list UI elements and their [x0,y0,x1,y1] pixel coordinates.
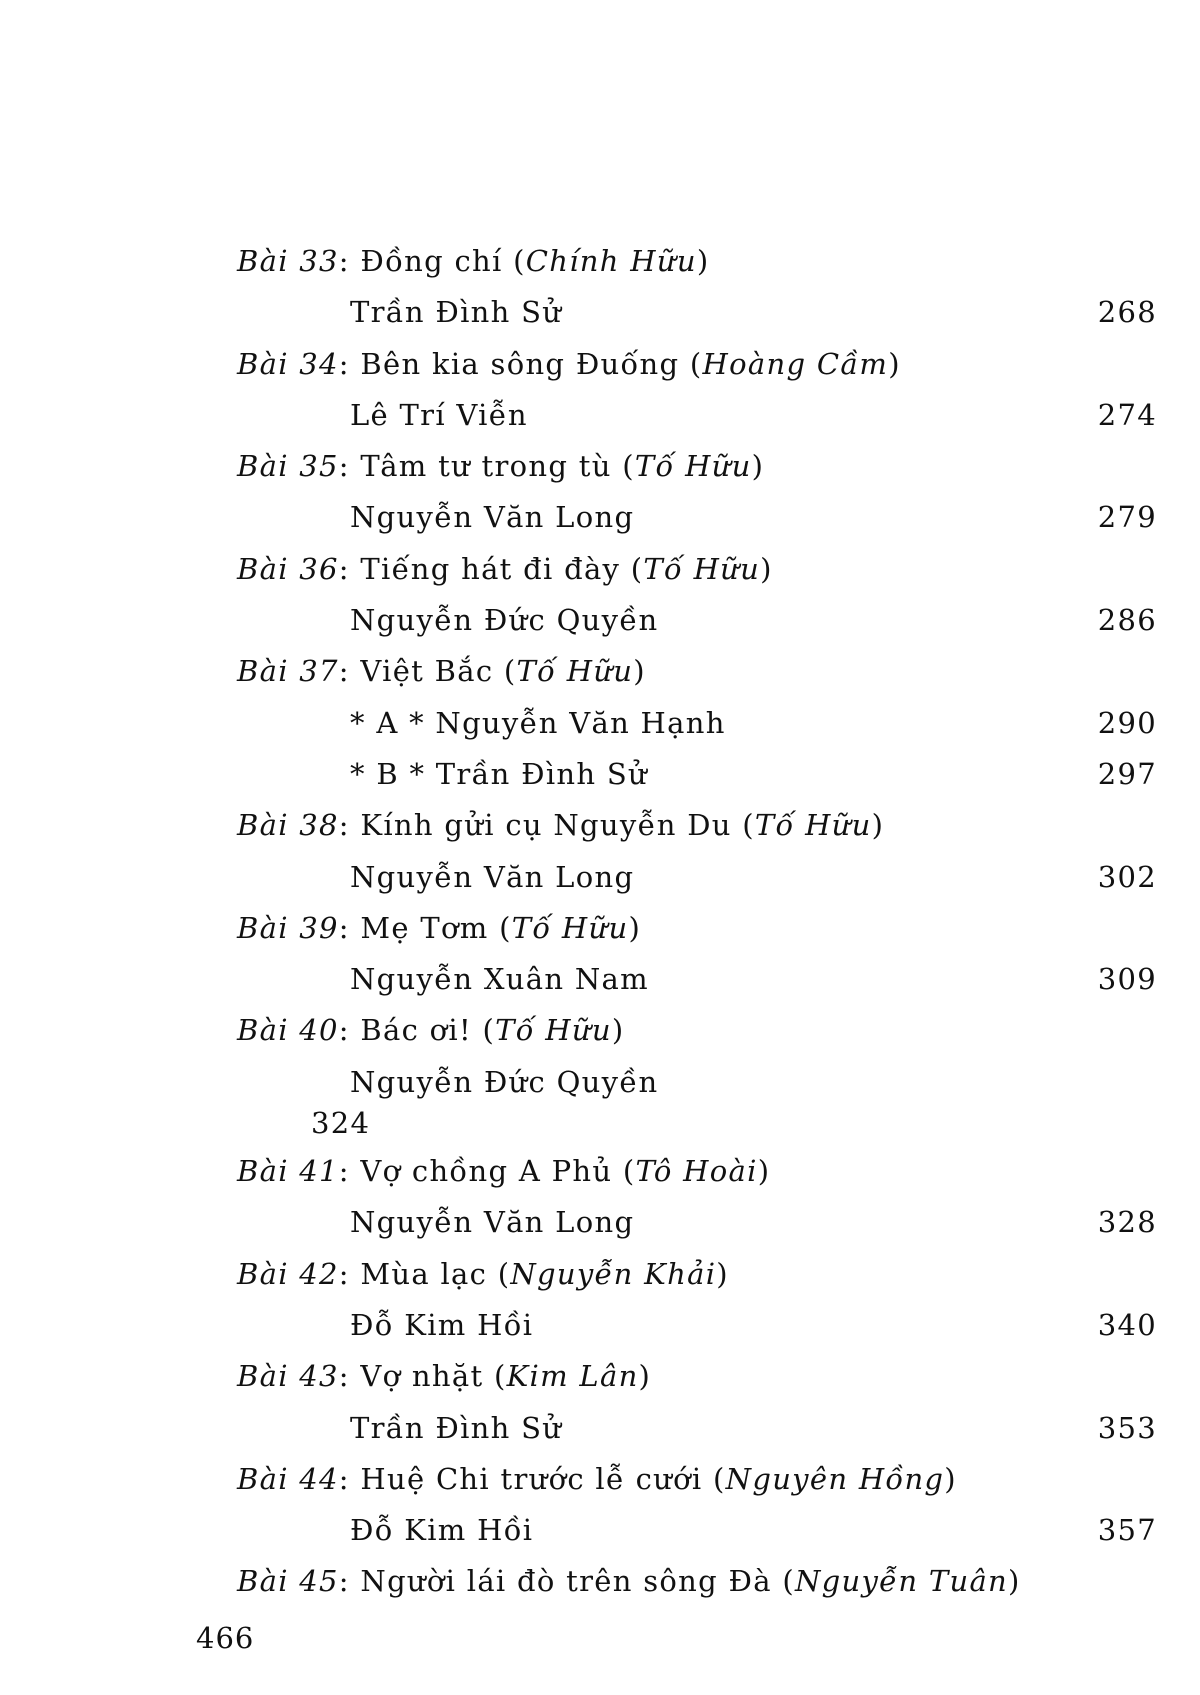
paren-open: ( [503,654,517,689]
lesson-number: Bài 38 [237,808,339,843]
lesson-poet: Kim Lân [506,1359,639,1394]
author-row [237,287,1157,338]
lesson-separator: : [338,1564,361,1599]
author-row [237,390,1157,441]
page-ref: 290 [1097,705,1157,740]
paren-open: ( [630,551,644,586]
paren-open: ( [497,1256,511,1291]
author-name: Nguyễn Xuân Nam [350,962,649,997]
lesson-separator: : [338,910,361,945]
lesson-heading [237,1146,1157,1197]
page-ref: 286 [1097,603,1157,638]
lesson-heading [237,1351,1157,1402]
lesson-title: Mẹ Tơm [360,910,500,945]
paren-close: ) [638,1359,652,1394]
paren-open: ( [499,910,512,945]
page-ref: 340 [1097,1307,1157,1342]
author-name: Trần Đình Sử [350,295,563,330]
paren-open: ( [622,449,635,484]
page-ref: 297 [1097,756,1157,791]
lesson-poet: Tố Hữu [511,910,629,945]
lesson-poet: Hoàng Cầm [702,346,889,381]
page-ref: 274 [1097,397,1157,432]
lesson-heading [237,1005,1157,1056]
lesson-title: Tiếng hát đi đày [360,551,631,586]
lesson-number: Bài 40 [237,1013,339,1048]
paren-close: ) [888,346,901,381]
author-name: * B * Trần Đình Sử [350,756,649,791]
lesson-poet: Nguyễn Tuân [794,1564,1009,1599]
paren-close: ) [696,244,710,278]
paren-close: ) [760,551,773,586]
lesson-title: Tâm tư trong tù [360,449,623,484]
lesson-heading [237,544,1157,595]
author-name: Nguyễn Đức Quyền [350,1064,659,1099]
lesson-title: Việt Bắc [360,654,504,689]
lesson-number: Bài 34 [237,346,339,381]
author-row [237,595,1157,646]
paren-open: ( [482,1013,496,1048]
lesson-title: Vợ chồng A Phủ [360,1154,623,1189]
lesson-number: Bài 41 [237,1154,339,1189]
lesson-poet: Nguyễn Khải [510,1256,717,1291]
lesson-heading [237,441,1157,492]
author-name: Nguyễn Văn Long [350,500,635,535]
table-of-contents [237,236,1157,1608]
lesson-number: Bài 43 [237,1359,339,1394]
author-name: * A * Nguyễn Văn Hạnh [350,705,726,740]
lesson-heading [237,646,1157,697]
paren-open: ( [622,1154,636,1189]
author-row [237,698,1157,749]
author-name: Nguyễn Đức Quyền [350,603,659,638]
lesson-separator: : [338,346,361,381]
page-number: 466 [196,1621,255,1655]
lesson-heading [237,1249,1157,1300]
author-row [237,852,1157,903]
lesson-title: Đồng chí [360,244,514,278]
lesson-poet: Tố Hữu [495,1013,612,1048]
page-ref: 324 [311,1106,371,1141]
lesson-separator: : [338,449,361,484]
lesson-heading [237,1556,1157,1607]
author-row [237,1505,1157,1556]
lesson-title: Vợ nhặt [360,1359,494,1394]
author-row [237,1403,1157,1454]
lesson-title: Huệ Chi trước lễ cưới [360,1461,714,1496]
paren-close: ) [751,449,765,484]
lesson-separator: : [338,1013,361,1048]
paren-close: ) [716,1256,729,1291]
author-name: Nguyễn Văn Long [350,1205,635,1240]
lesson-separator: : [338,1461,361,1496]
page-ref: 302 [1097,859,1157,894]
paren-open: ( [742,808,755,843]
lesson-separator: : [338,808,361,843]
page-ref: 309 [1097,962,1157,997]
page-ref: 328 [1097,1205,1157,1240]
paren-close: ) [871,808,885,843]
lesson-number: Bài 44 [237,1461,339,1496]
lesson-separator: : [338,1154,361,1189]
paren-close: ) [944,1461,957,1496]
page-ref-row [237,1108,1157,1146]
lesson-heading [237,1454,1157,1505]
lesson-poet: Nguyên Hồng [725,1461,945,1496]
lesson-number: Bài 42 [237,1256,339,1291]
author-name: Lê Trí Viễn [350,397,528,432]
author-row [237,492,1157,543]
author-name: Đỗ Kim Hồi [350,1307,534,1342]
author-name: Nguyễn Văn Long [350,859,635,894]
paren-open: ( [493,1359,507,1394]
lesson-separator: : [338,654,361,689]
author-name: Đỗ Kim Hồi [350,1513,534,1548]
lesson-separator: : [338,551,361,586]
author-row [237,1197,1157,1248]
lesson-number: Bài 39 [237,910,339,945]
lesson-poet: Tô Hoài [635,1154,758,1189]
paren-open: ( [689,346,703,381]
paren-open: ( [782,1564,795,1599]
page-ref: 357 [1097,1513,1157,1548]
author-row [237,1300,1157,1351]
lesson-separator: : [338,1256,361,1291]
paren-open: ( [713,1461,726,1496]
lesson-poet: Tố Hữu [634,449,752,484]
lesson-number: Bài 33 [237,244,339,278]
lesson-heading [237,800,1157,851]
author-name: Trần Đình Sử [350,1410,563,1445]
lesson-title: Mùa lạc [360,1256,498,1291]
lesson-title: Kính gửi cụ Nguyễn Du [360,808,743,843]
lesson-poet: Tố Hữu [643,551,761,586]
paren-open: ( [513,244,526,278]
lesson-title: Bác ơi! [360,1013,483,1048]
page-ref: 268 [1097,295,1157,330]
lesson-poet: Chính Hữu [525,244,697,278]
lesson-heading [237,903,1157,954]
lesson-poet: Tố Hữu [516,654,634,689]
paren-close: ) [628,910,642,945]
lesson-title: Bên kia sông Đuống [360,346,690,381]
author-row [237,1057,1157,1108]
paren-close: ) [611,1013,625,1048]
paren-close: ) [757,1154,771,1189]
lesson-number: Bài 35 [237,449,339,484]
author-row [237,749,1157,800]
lesson-number: Bài 45 [237,1564,339,1599]
paren-close: ) [633,654,646,689]
lesson-heading [237,339,1157,390]
lesson-poet: Tố Hữu [754,808,872,843]
page-ref: 353 [1097,1410,1157,1445]
lesson-number: Bài 37 [237,654,339,689]
lesson-separator: : [338,244,361,278]
lesson-title: Người lái đò trên sông Đà [360,1564,783,1599]
lesson-separator: : [338,1359,361,1394]
paren-close: ) [1008,1564,1021,1599]
author-row [237,954,1157,1005]
lesson-number: Bài 36 [237,551,339,586]
lesson-heading [237,236,1157,287]
page-ref: 279 [1097,500,1157,535]
